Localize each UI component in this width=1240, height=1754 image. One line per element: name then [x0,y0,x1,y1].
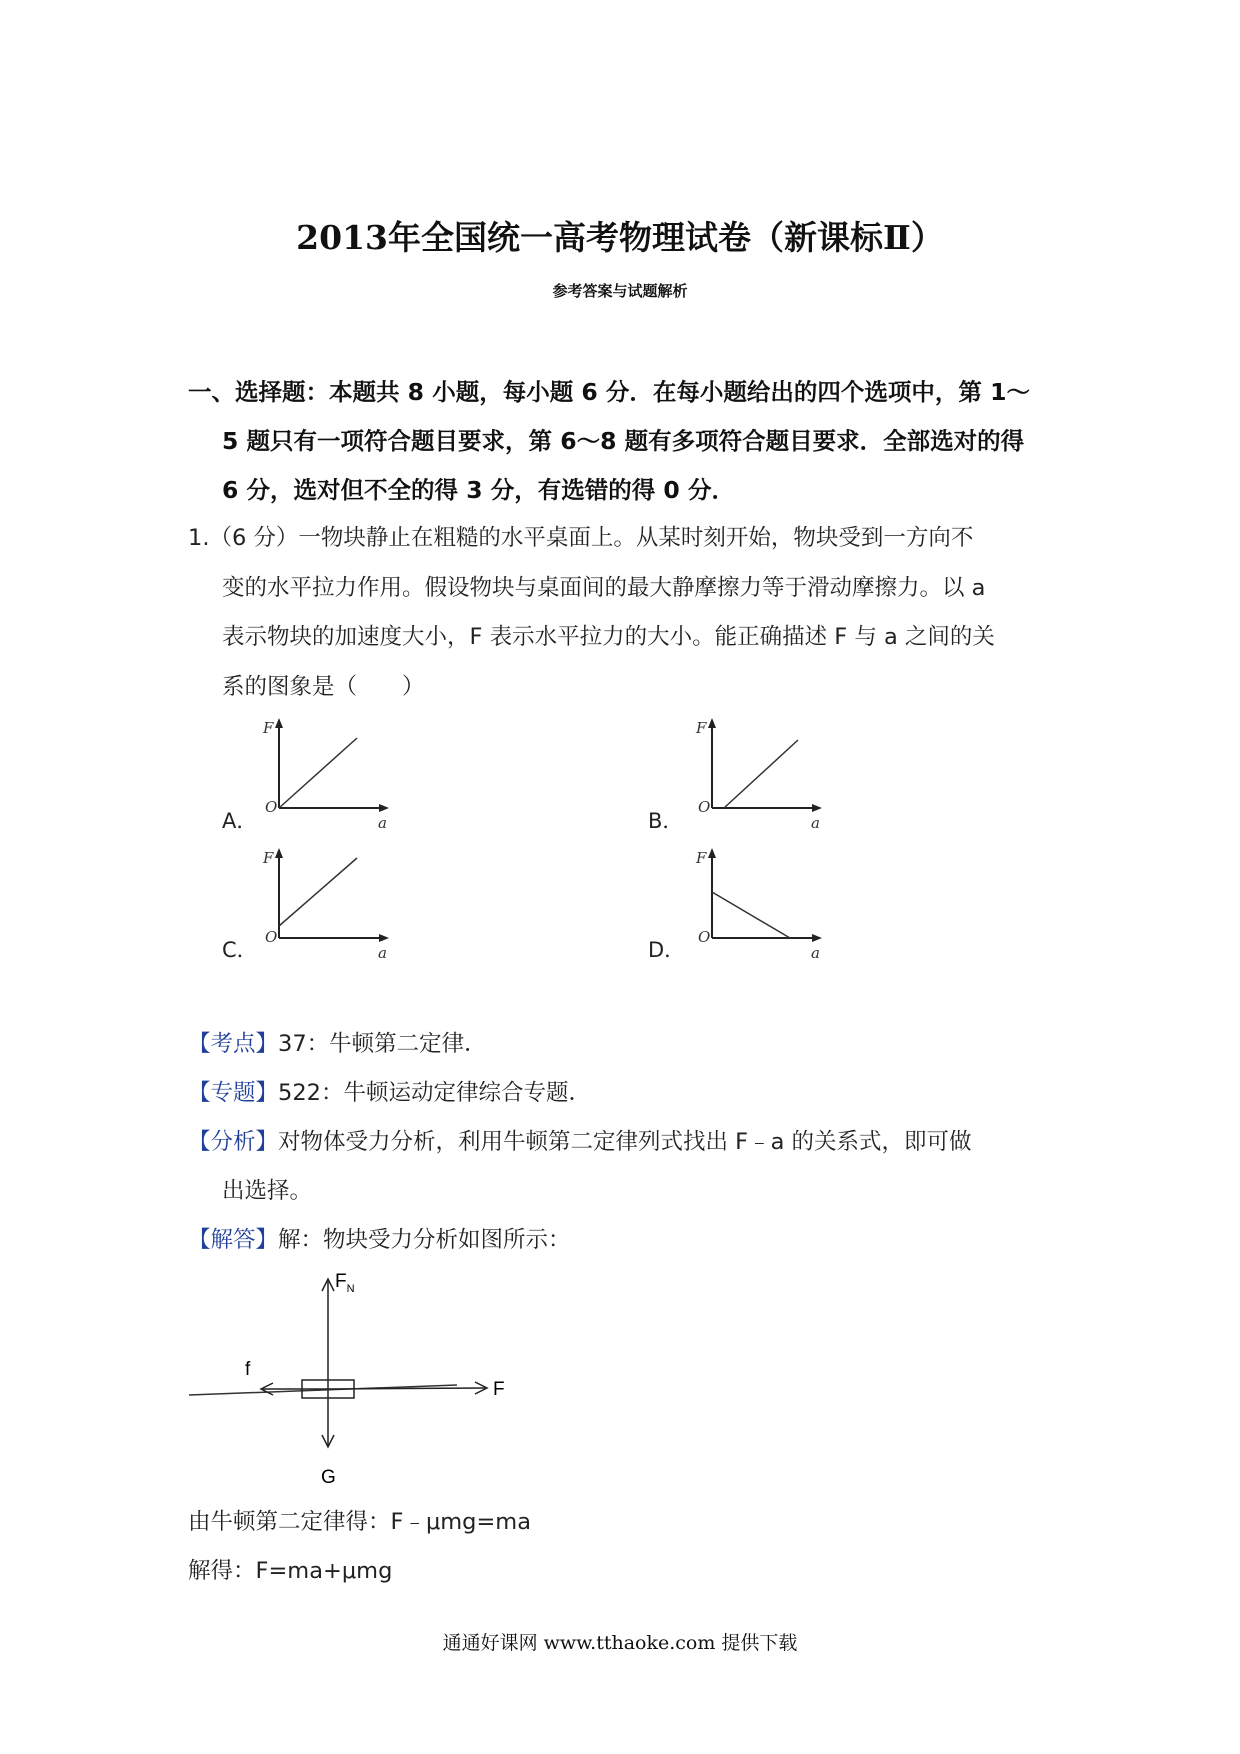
kaodian-tag: 【考点】 [188,1031,279,1057]
jieda-text: 解：物块受力分析如图所示： [278,1227,571,1253]
axis-label-a: a [378,944,387,962]
axis-label-a: a [811,814,820,832]
option-b-graph [688,710,828,835]
kaodian-line [188,1026,487,1058]
fenxi-line [188,1124,972,1156]
section-line-3: 6 分，选对但不全的得 3 分，有选错的得 0 分． [222,476,735,504]
free-body-diagram [185,1265,525,1495]
origin-label: O [698,928,711,946]
question-line-4: 系的图象是（ ） [222,673,425,700]
axis-label-a: a [378,814,387,832]
axis-label-a: a [811,944,820,962]
y-axis-arrow [275,718,283,728]
table-surface [189,1385,457,1395]
axis-label-f: F [696,719,707,737]
option-d-graph [688,840,828,965]
option-c-label: C． [222,938,258,962]
graph-line [724,740,798,808]
y-axis-arrow [275,848,283,858]
page-subtitle: 参考答案与试题解析 [552,282,688,300]
kaodian-text: 37：牛顿第二定律． [278,1031,487,1057]
friction-label: f [245,1359,251,1380]
option-c-graph [255,840,395,965]
equation-2: 解得：F=ma+μmg [188,1558,393,1584]
axis-label-f: F [263,849,274,867]
jieda-tag: 【解答】 [188,1227,279,1253]
option-b-label: B． [648,809,684,833]
x-axis-arrow [812,934,822,942]
footer-credit: 通通好课网 www.tthaoke.com 提供下载 [442,1632,798,1654]
equation-1: 由牛顿第二定律得：F﹣μmg=ma [188,1509,532,1535]
fenxi-tag: 【分析】 [188,1129,279,1155]
question-line-3: 表示物块的加速度大小，F 表示水平拉力的大小。能正确描述 F 与 a 之间的关 [222,624,995,650]
option-a-graph [255,710,395,835]
x-axis-arrow [379,804,389,812]
gravity-label: G [321,1467,336,1488]
page-title: 2013年全国统一高考物理试卷（新课标Ⅱ） [296,218,944,257]
pull-force-line [328,1388,485,1389]
origin-label: O [265,798,278,816]
origin-label: O [698,798,711,816]
jieda-line [188,1222,571,1254]
pull-force-label: F [493,1379,505,1400]
origin-label: O [265,928,278,946]
option-d-label: D． [648,938,686,962]
x-axis-arrow [379,934,389,942]
y-axis-arrow [708,718,716,728]
x-axis-arrow [812,804,822,812]
question-1-stem [188,514,1068,712]
axis-label-f: F [263,719,274,737]
zhuanti-tag: 【专题】 [188,1080,279,1106]
axis-label-f: F [696,849,707,867]
section-heading [188,368,1068,515]
question-line-1: 1.（6 分）一物块静止在粗糙的水平桌面上。从某时刻开始，物块受到一方向不 [188,525,974,551]
graph-line [712,892,790,938]
option-a-label: A． [222,809,258,833]
y-axis-arrow [708,848,716,858]
fenxi-text: 对物体受力分析，利用牛顿第二定律列式找出 F﹣a 的关系式，即可做 [278,1129,972,1155]
question-line-2: 变的水平拉力作用。假设物块与桌面间的最大静摩擦力等于滑动摩擦力。以 a [222,574,986,601]
zhuanti-line [188,1075,591,1107]
fenxi-line-2: 出选择。 [222,1178,313,1204]
section-line-1: 一、选择题：本题共 8 小题，每小题 6 分．在每小题给出的四个选项中，第 1～ [188,378,1030,406]
section-line-2: 5 题只有一项符合题目要求，第 6～8 题有多项符合题目要求．全部选对的得 [222,427,1025,455]
normal-force-label: $F_N$ [335,1271,355,1295]
graph-line [279,858,357,926]
zhuanti-text: 522：牛顿运动定律综合专题． [278,1080,591,1106]
graph-line [279,738,357,808]
